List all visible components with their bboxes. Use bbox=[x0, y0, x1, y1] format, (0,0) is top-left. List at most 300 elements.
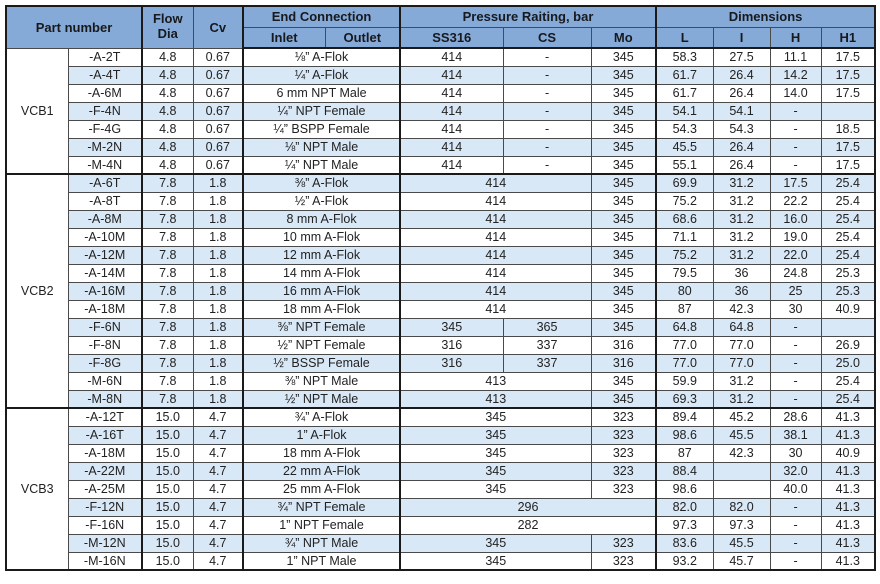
dimension-l-cell: 87 bbox=[656, 444, 713, 462]
dimension-l-cell: 69.3 bbox=[656, 390, 713, 408]
cv-cell: 4.7 bbox=[193, 408, 243, 426]
part-number-cell: -A-6T bbox=[68, 174, 142, 192]
pressure-cell: 337 bbox=[503, 336, 591, 354]
dimension-h1-cell: 40.9 bbox=[821, 300, 875, 318]
pressure-cell: 337 bbox=[503, 354, 591, 372]
header-end-connection: End Connection bbox=[243, 6, 400, 27]
pressure-cell: - bbox=[503, 48, 591, 66]
dimension-l-cell: 89.4 bbox=[656, 408, 713, 426]
pressure-cell: 323 bbox=[591, 552, 656, 570]
pressure-cell: 323 bbox=[591, 480, 656, 498]
dimension-i-cell: 31.2 bbox=[713, 246, 770, 264]
dimension-i-cell: 31.2 bbox=[713, 192, 770, 210]
part-number-cell: -M-2N bbox=[68, 138, 142, 156]
cv-cell: 1.8 bbox=[193, 354, 243, 372]
dimension-h-cell: - bbox=[770, 552, 821, 570]
pressure-cell: 414 bbox=[400, 138, 503, 156]
dimension-h1-cell bbox=[821, 318, 875, 336]
part-number-cell: -A-12T bbox=[68, 408, 142, 426]
flow-dia-cell: 7.8 bbox=[142, 300, 193, 318]
part-number-cell: -F-8G bbox=[68, 354, 142, 372]
pressure-cell: 345 bbox=[591, 192, 656, 210]
dimension-l-cell: 55.1 bbox=[656, 156, 713, 174]
pressure-cell: 414 bbox=[400, 282, 591, 300]
dimension-h-cell: - bbox=[770, 138, 821, 156]
pressure-cell: 316 bbox=[400, 354, 503, 372]
flow-dia-cell: 15.0 bbox=[142, 516, 193, 534]
end-connection-cell: ¾” NPT Female bbox=[243, 498, 400, 516]
flow-dia-cell: 7.8 bbox=[142, 354, 193, 372]
cv-cell: 4.7 bbox=[193, 534, 243, 552]
flow-dia-cell: 15.0 bbox=[142, 426, 193, 444]
flow-dia-cell: 7.8 bbox=[142, 210, 193, 228]
dimension-i-cell: 36 bbox=[713, 264, 770, 282]
dimension-h-cell: - bbox=[770, 120, 821, 138]
end-connection-cell: ¼” BSPP Female bbox=[243, 120, 400, 138]
table-row bbox=[6, 120, 875, 138]
dimension-h-cell: 30 bbox=[770, 444, 821, 462]
header-h: H bbox=[770, 27, 821, 48]
end-connection-cell: ⅜” A-Flok bbox=[243, 174, 400, 192]
flow-dia-cell: 4.8 bbox=[142, 138, 193, 156]
table-row bbox=[6, 516, 875, 534]
dimension-l-cell: 59.9 bbox=[656, 372, 713, 390]
cv-cell: 4.7 bbox=[193, 462, 243, 480]
cv-cell: 1.8 bbox=[193, 372, 243, 390]
flow-dia-cell: 15.0 bbox=[142, 552, 193, 570]
table-header bbox=[6, 6, 875, 48]
cv-cell: 0.67 bbox=[193, 66, 243, 84]
header-row-main bbox=[6, 6, 875, 27]
dimension-h-cell: 24.8 bbox=[770, 264, 821, 282]
table-row bbox=[6, 264, 875, 282]
dimension-h1-cell: 41.3 bbox=[821, 552, 875, 570]
cv-cell: 1.8 bbox=[193, 336, 243, 354]
pressure-cell: - bbox=[503, 120, 591, 138]
end-connection-cell: 10 mm A-Flok bbox=[243, 228, 400, 246]
dimension-h1-cell: 18.5 bbox=[821, 120, 875, 138]
dimension-h-cell: - bbox=[770, 534, 821, 552]
end-connection-cell: ¼” NPT Male bbox=[243, 156, 400, 174]
pressure-cell: 345 bbox=[591, 228, 656, 246]
cv-cell: 1.8 bbox=[193, 192, 243, 210]
dimension-h1-cell: 25.4 bbox=[821, 210, 875, 228]
header-outlet: Outlet bbox=[325, 27, 400, 48]
pressure-cell: 414 bbox=[400, 48, 503, 66]
pressure-cell: 414 bbox=[400, 228, 591, 246]
pressure-cell: 345 bbox=[400, 552, 591, 570]
cv-cell: 1.8 bbox=[193, 228, 243, 246]
header-part-number: Part number bbox=[6, 6, 142, 48]
pressure-cell: 323 bbox=[591, 426, 656, 444]
table-row bbox=[6, 84, 875, 102]
dimension-i-cell: 77.0 bbox=[713, 354, 770, 372]
end-connection-cell: 12 mm A-Flok bbox=[243, 246, 400, 264]
dimension-i-cell: 42.3 bbox=[713, 444, 770, 462]
dimension-h1-cell: 25.4 bbox=[821, 192, 875, 210]
cv-cell: 0.67 bbox=[193, 138, 243, 156]
part-number-cell: -A-25M bbox=[68, 480, 142, 498]
flow-dia-cell: 7.8 bbox=[142, 372, 193, 390]
dimension-i-cell: 45.7 bbox=[713, 552, 770, 570]
end-connection-cell: ¼” NPT Female bbox=[243, 102, 400, 120]
pressure-cell: 316 bbox=[591, 336, 656, 354]
dimension-i-cell bbox=[713, 462, 770, 480]
header-dimensions: Dimensions bbox=[656, 6, 875, 27]
pressure-cell: 323 bbox=[591, 534, 656, 552]
dimension-h1-cell: 25.4 bbox=[821, 228, 875, 246]
flow-dia-cell: 7.8 bbox=[142, 192, 193, 210]
dimension-h1-cell: 25.0 bbox=[821, 354, 875, 372]
flow-dia-cell: 7.8 bbox=[142, 174, 193, 192]
dimension-h-cell: 11.1 bbox=[770, 48, 821, 66]
flow-dia-cell: 4.8 bbox=[142, 156, 193, 174]
dimension-i-cell: 26.4 bbox=[713, 66, 770, 84]
end-connection-cell: ½” NPT Male bbox=[243, 390, 400, 408]
dimension-h1-cell: 41.3 bbox=[821, 516, 875, 534]
dimension-h1-cell bbox=[821, 102, 875, 120]
pressure-cell: 414 bbox=[400, 102, 503, 120]
pressure-cell: 414 bbox=[400, 120, 503, 138]
part-number-cell: -F-4G bbox=[68, 120, 142, 138]
flow-dia-cell: 4.8 bbox=[142, 120, 193, 138]
flow-dia-cell: 15.0 bbox=[142, 444, 193, 462]
part-number-cell: -A-2T bbox=[68, 48, 142, 66]
dimension-h-cell: 25 bbox=[770, 282, 821, 300]
flow-dia-cell: 15.0 bbox=[142, 534, 193, 552]
header-l: L bbox=[656, 27, 713, 48]
dimension-h1-cell: 25.3 bbox=[821, 282, 875, 300]
pressure-cell: 345 bbox=[591, 156, 656, 174]
end-connection-cell: 1” NPT Female bbox=[243, 516, 400, 534]
flow-dia-cell: 7.8 bbox=[142, 336, 193, 354]
cv-cell: 1.8 bbox=[193, 246, 243, 264]
end-connection-cell: 1” A-Flok bbox=[243, 426, 400, 444]
dimension-h1-cell: 17.5 bbox=[821, 84, 875, 102]
dimension-l-cell: 98.6 bbox=[656, 480, 713, 498]
dimension-l-cell: 82.0 bbox=[656, 498, 713, 516]
pressure-cell: 323 bbox=[591, 444, 656, 462]
dimension-h1-cell: 17.5 bbox=[821, 66, 875, 84]
dimension-l-cell: 83.6 bbox=[656, 534, 713, 552]
pressure-cell: 345 bbox=[400, 426, 591, 444]
dimension-h1-cell: 41.3 bbox=[821, 462, 875, 480]
part-number-cell: -A-12M bbox=[68, 246, 142, 264]
dimension-i-cell: 31.2 bbox=[713, 390, 770, 408]
dimension-h1-cell: 25.4 bbox=[821, 372, 875, 390]
dimension-i-cell: 26.4 bbox=[713, 84, 770, 102]
header-cs: CS bbox=[503, 27, 591, 48]
dimension-h-cell: - bbox=[770, 354, 821, 372]
dimension-h-cell: 28.6 bbox=[770, 408, 821, 426]
flow-dia-cell: 15.0 bbox=[142, 480, 193, 498]
dimension-i-cell: 31.2 bbox=[713, 174, 770, 192]
dimension-i-cell: 31.2 bbox=[713, 372, 770, 390]
end-connection-cell: ⅛” A-Flok bbox=[243, 48, 400, 66]
dimension-h1-cell: 25.4 bbox=[821, 174, 875, 192]
cv-cell: 1.8 bbox=[193, 210, 243, 228]
dimension-h-cell: 14.0 bbox=[770, 84, 821, 102]
dimension-i-cell: 31.2 bbox=[713, 228, 770, 246]
dimension-h-cell: 17.5 bbox=[770, 174, 821, 192]
dimension-i-cell: 45.5 bbox=[713, 534, 770, 552]
part-number-cell: -F-4N bbox=[68, 102, 142, 120]
cv-cell: 0.67 bbox=[193, 156, 243, 174]
table-row bbox=[6, 300, 875, 318]
table-row bbox=[6, 480, 875, 498]
dimension-l-cell: 64.8 bbox=[656, 318, 713, 336]
table-row bbox=[6, 354, 875, 372]
pressure-cell: 414 bbox=[400, 66, 503, 84]
dimension-h-cell: 38.1 bbox=[770, 426, 821, 444]
flow-dia-cell: 7.8 bbox=[142, 318, 193, 336]
cv-cell: 4.7 bbox=[193, 498, 243, 516]
part-number-cell: -A-4T bbox=[68, 66, 142, 84]
pressure-cell: - bbox=[503, 102, 591, 120]
cv-cell: 4.7 bbox=[193, 444, 243, 462]
pressure-cell: - bbox=[503, 138, 591, 156]
dimension-h-cell: 16.0 bbox=[770, 210, 821, 228]
dimension-h-cell: - bbox=[770, 516, 821, 534]
flow-dia-cell: 7.8 bbox=[142, 228, 193, 246]
pressure-cell: 345 bbox=[591, 372, 656, 390]
dimension-i-cell: 26.4 bbox=[713, 138, 770, 156]
cv-cell: 1.8 bbox=[193, 282, 243, 300]
dimension-h1-cell: 17.5 bbox=[821, 156, 875, 174]
table-row bbox=[6, 192, 875, 210]
dimension-l-cell: 77.0 bbox=[656, 354, 713, 372]
cv-cell: 0.67 bbox=[193, 48, 243, 66]
pressure-cell: - bbox=[503, 84, 591, 102]
pressure-cell: 414 bbox=[400, 264, 591, 282]
cv-cell: 4.7 bbox=[193, 480, 243, 498]
dimension-h1-cell: 17.5 bbox=[821, 48, 875, 66]
pressure-cell: 345 bbox=[591, 102, 656, 120]
dimension-l-cell: 61.7 bbox=[656, 84, 713, 102]
dimension-l-cell: 69.9 bbox=[656, 174, 713, 192]
table-row bbox=[6, 372, 875, 390]
dimension-h1-cell: 41.3 bbox=[821, 408, 875, 426]
dimension-h1-cell: 41.3 bbox=[821, 426, 875, 444]
end-connection-cell: ½” NPT Female bbox=[243, 336, 400, 354]
pressure-cell: - bbox=[503, 66, 591, 84]
dimension-l-cell: 93.2 bbox=[656, 552, 713, 570]
dimension-l-cell: 68.6 bbox=[656, 210, 713, 228]
pressure-cell: 345 bbox=[591, 138, 656, 156]
dimension-h1-cell: 40.9 bbox=[821, 444, 875, 462]
part-number-cell: -F-6N bbox=[68, 318, 142, 336]
dimension-l-cell: 58.3 bbox=[656, 48, 713, 66]
part-number-cell: -A-6M bbox=[68, 84, 142, 102]
pressure-cell: 345 bbox=[591, 390, 656, 408]
table-row bbox=[6, 282, 875, 300]
table-row bbox=[6, 174, 875, 192]
part-number-cell: -A-18M bbox=[68, 444, 142, 462]
cv-cell: 4.7 bbox=[193, 426, 243, 444]
dimension-h-cell: - bbox=[770, 318, 821, 336]
pressure-cell: 345 bbox=[591, 264, 656, 282]
dimension-h-cell: 30 bbox=[770, 300, 821, 318]
dimension-i-cell: 77.0 bbox=[713, 336, 770, 354]
dimension-l-cell: 71.1 bbox=[656, 228, 713, 246]
dimension-h1-cell: 41.3 bbox=[821, 498, 875, 516]
dimension-l-cell: 61.7 bbox=[656, 66, 713, 84]
table-row bbox=[6, 408, 875, 426]
dimension-i-cell: 82.0 bbox=[713, 498, 770, 516]
dimension-i-cell: 26.4 bbox=[713, 156, 770, 174]
group-label: VCB1 bbox=[6, 48, 68, 174]
pressure-cell: 345 bbox=[400, 462, 591, 480]
dimension-i-cell: 97.3 bbox=[713, 516, 770, 534]
end-connection-cell: 22 mm A-Flok bbox=[243, 462, 400, 480]
dimension-h-cell: 40.0 bbox=[770, 480, 821, 498]
dimension-l-cell: 75.2 bbox=[656, 246, 713, 264]
end-connection-cell: ½” BSSP Female bbox=[243, 354, 400, 372]
dimension-h-cell: - bbox=[770, 156, 821, 174]
pressure-cell: 345 bbox=[591, 282, 656, 300]
dimension-l-cell: 98.6 bbox=[656, 426, 713, 444]
table-row bbox=[6, 336, 875, 354]
pressure-cell: 414 bbox=[400, 156, 503, 174]
pressure-cell: 345 bbox=[591, 300, 656, 318]
dimension-l-cell: 77.0 bbox=[656, 336, 713, 354]
pressure-cell: - bbox=[503, 156, 591, 174]
pressure-cell: 414 bbox=[400, 210, 591, 228]
dimension-l-cell: 80 bbox=[656, 282, 713, 300]
dimension-h1-cell: 25.4 bbox=[821, 390, 875, 408]
pressure-cell: 345 bbox=[400, 408, 591, 426]
pressure-cell: 345 bbox=[591, 210, 656, 228]
end-connection-cell: 8 mm A-Flok bbox=[243, 210, 400, 228]
pressure-cell: 316 bbox=[591, 354, 656, 372]
table-row bbox=[6, 390, 875, 408]
cv-cell: 0.67 bbox=[193, 120, 243, 138]
pressure-cell: 282 bbox=[400, 516, 656, 534]
flow-dia-cell: 4.8 bbox=[142, 102, 193, 120]
cv-cell: 0.67 bbox=[193, 102, 243, 120]
flow-dia-cell: 15.0 bbox=[142, 462, 193, 480]
end-connection-cell: ¾” NPT Male bbox=[243, 534, 400, 552]
header-flow-dia: Flow Dia bbox=[142, 6, 193, 48]
dimension-l-cell: 88.4 bbox=[656, 462, 713, 480]
dimension-h-cell: 14.2 bbox=[770, 66, 821, 84]
dimension-h-cell: - bbox=[770, 390, 821, 408]
dimension-h1-cell: 17.5 bbox=[821, 138, 875, 156]
table-row bbox=[6, 426, 875, 444]
pressure-cell: 323 bbox=[591, 462, 656, 480]
part-number-cell: -A-14M bbox=[68, 264, 142, 282]
table-row bbox=[6, 462, 875, 480]
part-number-cell: -F-16N bbox=[68, 516, 142, 534]
end-connection-cell: 25 mm A-Flok bbox=[243, 480, 400, 498]
table-row bbox=[6, 318, 875, 336]
part-number-cell: -A-8M bbox=[68, 210, 142, 228]
dimension-i-cell: 27.5 bbox=[713, 48, 770, 66]
dimension-h-cell: 22.2 bbox=[770, 192, 821, 210]
dimension-h-cell: 22.0 bbox=[770, 246, 821, 264]
flow-dia-cell: 15.0 bbox=[142, 498, 193, 516]
end-connection-cell: ⅜” NPT Male bbox=[243, 372, 400, 390]
table-row bbox=[6, 102, 875, 120]
dimension-l-cell: 79.5 bbox=[656, 264, 713, 282]
dimension-l-cell: 87 bbox=[656, 300, 713, 318]
end-connection-cell: ¼” A-Flok bbox=[243, 66, 400, 84]
dimension-i-cell bbox=[713, 480, 770, 498]
table-row bbox=[6, 228, 875, 246]
dimension-i-cell: 36 bbox=[713, 282, 770, 300]
pressure-cell: 345 bbox=[591, 174, 656, 192]
part-number-cell: -M-6N bbox=[68, 372, 142, 390]
pressure-cell: 414 bbox=[400, 192, 591, 210]
header-i: I bbox=[713, 27, 770, 48]
flow-dia-cell: 4.8 bbox=[142, 66, 193, 84]
pressure-cell: 345 bbox=[591, 318, 656, 336]
part-number-cell: -M-4N bbox=[68, 156, 142, 174]
end-connection-cell: 16 mm A-Flok bbox=[243, 282, 400, 300]
part-number-cell: -A-10M bbox=[68, 228, 142, 246]
dimension-i-cell: 64.8 bbox=[713, 318, 770, 336]
dimension-l-cell: 45.5 bbox=[656, 138, 713, 156]
pressure-cell: 345 bbox=[591, 84, 656, 102]
end-connection-cell: 6 mm NPT Male bbox=[243, 84, 400, 102]
dimension-i-cell: 54.3 bbox=[713, 120, 770, 138]
header-inlet: Inlet bbox=[243, 27, 325, 48]
pressure-cell: 345 bbox=[400, 318, 503, 336]
pressure-cell: 345 bbox=[400, 444, 591, 462]
pressure-cell: 414 bbox=[400, 246, 591, 264]
dimension-l-cell: 75.2 bbox=[656, 192, 713, 210]
dimension-i-cell: 54.1 bbox=[713, 102, 770, 120]
part-number-cell: -A-18M bbox=[68, 300, 142, 318]
table-row bbox=[6, 156, 875, 174]
table-row bbox=[6, 210, 875, 228]
group-label: VCB3 bbox=[6, 408, 68, 570]
header-ss316: SS316 bbox=[400, 27, 503, 48]
dimension-h1-cell: 25.3 bbox=[821, 264, 875, 282]
dimension-h-cell: - bbox=[770, 336, 821, 354]
pressure-cell: 345 bbox=[591, 246, 656, 264]
table-row bbox=[6, 498, 875, 516]
table-row bbox=[6, 552, 875, 570]
cv-cell: 1.8 bbox=[193, 264, 243, 282]
pressure-cell: 296 bbox=[400, 498, 656, 516]
dimension-h-cell: - bbox=[770, 372, 821, 390]
table-row bbox=[6, 246, 875, 264]
pressure-cell: 345 bbox=[591, 120, 656, 138]
cv-cell: 1.8 bbox=[193, 300, 243, 318]
end-connection-cell: 1” NPT Male bbox=[243, 552, 400, 570]
table-body bbox=[6, 48, 875, 570]
part-number-cell: -M-8N bbox=[68, 390, 142, 408]
dimension-i-cell: 45.2 bbox=[713, 408, 770, 426]
table-row bbox=[6, 66, 875, 84]
end-connection-cell: 14 mm A-Flok bbox=[243, 264, 400, 282]
part-number-cell: -A-8T bbox=[68, 192, 142, 210]
flow-dia-cell: 7.8 bbox=[142, 282, 193, 300]
cv-cell: 1.8 bbox=[193, 174, 243, 192]
table-row bbox=[6, 48, 875, 66]
part-number-cell: -A-16T bbox=[68, 426, 142, 444]
header-cv: Cv bbox=[193, 6, 243, 48]
dimension-h1-cell: 41.3 bbox=[821, 534, 875, 552]
pressure-cell: 414 bbox=[400, 300, 591, 318]
cv-cell: 4.7 bbox=[193, 516, 243, 534]
dimension-h-cell: - bbox=[770, 498, 821, 516]
cv-cell: 1.8 bbox=[193, 318, 243, 336]
header-h1: H1 bbox=[821, 27, 875, 48]
table-row bbox=[6, 534, 875, 552]
flow-dia-cell: 7.8 bbox=[142, 264, 193, 282]
